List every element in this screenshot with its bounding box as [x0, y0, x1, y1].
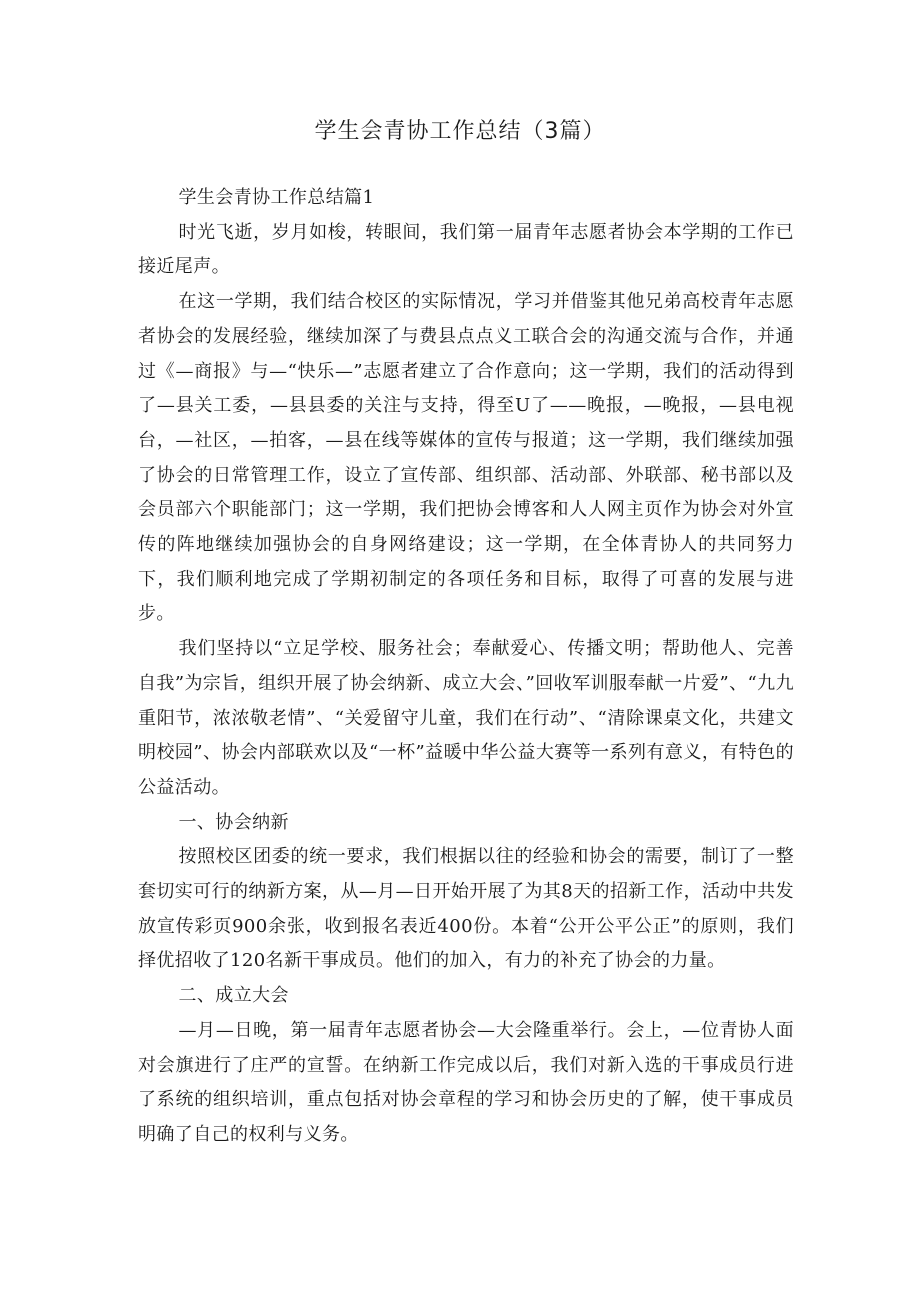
- subsection-title-recruitment: 一、协会纳新: [178, 811, 289, 833]
- section-title: 学生会青协工作总结篇1: [178, 187, 375, 208]
- paragraph: 时光飞逝，岁月如梭，转眼间，我们第一届青年志愿者协会本学期的工作已接近尾声。: [138, 221, 794, 278]
- paragraph: —月—日晚，第一届青年志愿者协会—大会隆重举行。会上，—位青协人面对会旗进行了庄严的宣誓。在纳新工作完成以后，我们对新入选的干事成员行进了系统的组织培训，重点包括对协会章程的学习和协会历史的了解，使干事成员明确了自己的权利与义务。: [138, 1019, 794, 1145]
- subsection-title-founding: 二、成立大会: [178, 985, 289, 1007]
- document-title: 学生会青协工作总结（3篇）: [314, 119, 606, 144]
- paragraph: 我们坚持以“立足学校、服务社会；奉献爱心、传播文明；帮助他人、完善自我”为宗旨，组织开展了协会纳新、成立大会、”回收军训服奉献一片爱”、“九九重阳节，浓浓敬老情”、“关爱留守儿童，我们在行动”、“清除课桌文化，共建文明校园”、协会内部联欢以及“一杯”益暖中华公益大赛等一系列有意义，有特色的公益活动。: [138, 638, 794, 798]
- document-body: [138, 181, 794, 1153]
- paragraph: 在这一学期，我们结合校区的实际情况，学习并借鉴其他兄弟高校青年志愿者协会的发展经验，继续加深了与费县点点义工联合会的沟通交流与合作，并通过《—商报》与—“快乐—”志愿者建立了合作意向；这一学期，我们的活动得到了—县关工委，—县县委的关注与支持，得至U了——晚报，—晚报，—县电视台，—社区，—拍客，—县在线等媒体的宣传与报道；这一学期，我们继续加强了协会的日常管理工作，设立了宣传部、组织部、活动部、外联部、秘书部以及会员部六个职能部门；这一学期，我们把协会博客和人人网主页作为协会对外宣传的阵地继续加强协会的自身网络建设；这一学期，在全体青协人的共同努力下，我们顺利地完成了学期初制定的各项任务和目标，取得了可喜的发展与进步。: [138, 291, 794, 625]
- paragraph: 按照校区团委的统一要求，我们根据以往的经验和协会的需要，制订了一整套切实可行的纳新方案，从—月—日开始开展了为其8天的招新工作，活动中共发放宣传彩页900余张，收到报名表近400份。本着“公开公平公正”的原则，我们择优招收了120名新干事成员。他们的加入，有力的补充了协会的力量。: [138, 846, 794, 972]
